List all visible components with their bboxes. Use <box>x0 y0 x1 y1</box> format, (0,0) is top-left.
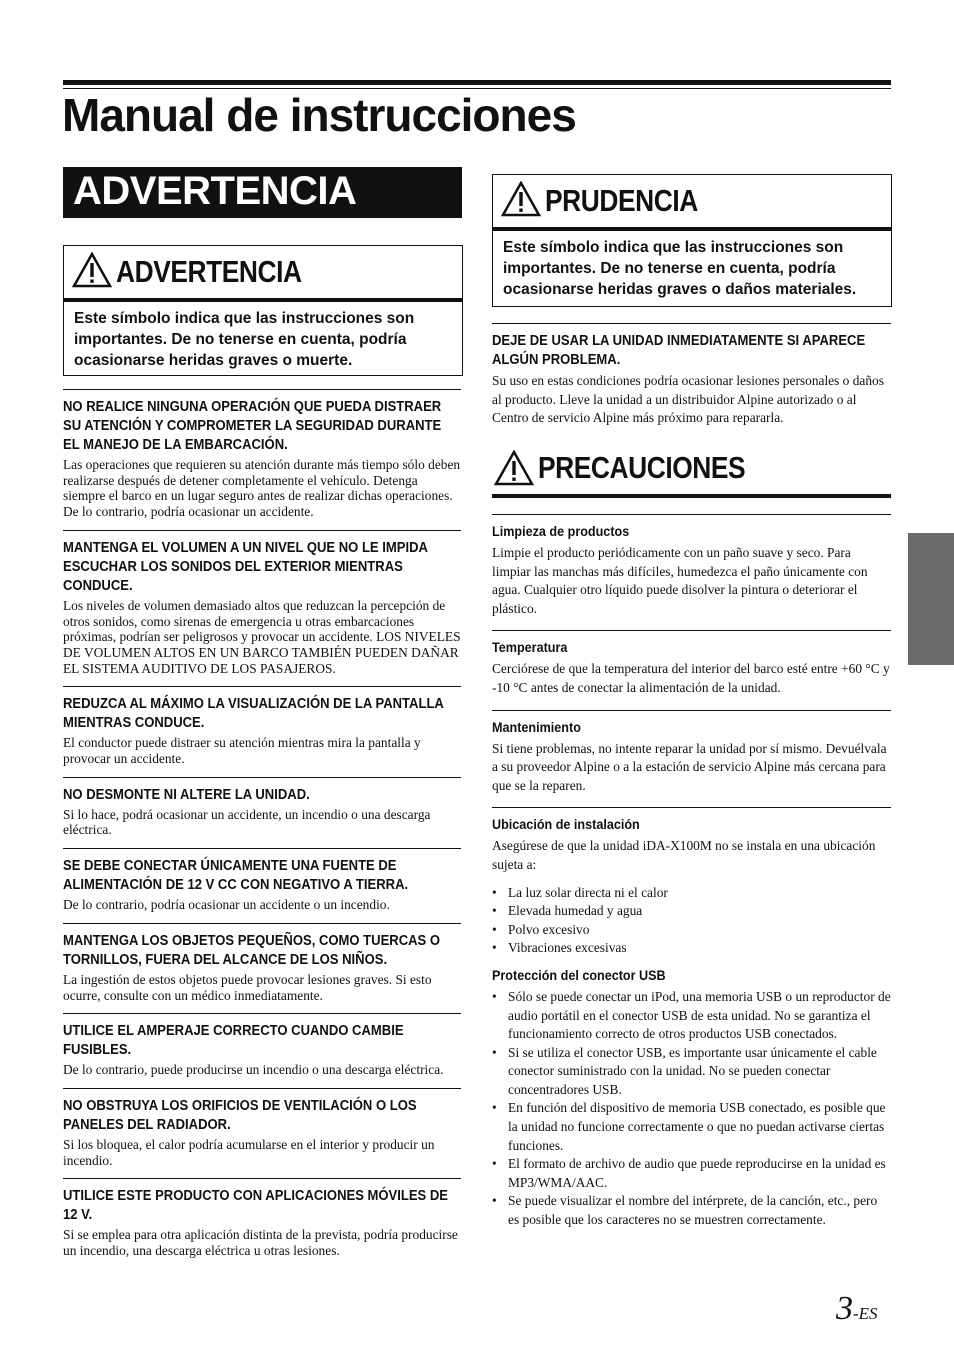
section-heading: MANTENGA LOS OBJETOS PEQUEÑOS, COMO TUERCAS O TORNILLOS, FUERA DEL ALCANCE DE LOS NIÑOS. <box>63 932 441 968</box>
section-heading: REDUZCA AL MÁXIMO LA VISUALIZACIÓN DE LA PANTALLA MIENTRAS CONDUCE. <box>63 696 444 732</box>
list-item: • Elevada humedad y agua <box>492 902 891 921</box>
warning-box-header <box>64 246 462 302</box>
section-heading: SE DEBE CONECTAR ÚNICAMENTE UNA FUENTE DE ALIMENTACIÓN DE 12 V CC CON NEGATIVO A TIERRA. <box>63 858 409 894</box>
page-number-suffix: -ES <box>853 1304 878 1323</box>
section-heading: MANTENGA EL VOLUMEN A UN NIVEL QUE NO LE IMPIDA ESCUCHAR LOS SONIDOS DEL EXTERIOR MIENTRAS CONDUCE. <box>63 539 428 594</box>
precaution-heading: Ubicación de instalación <box>492 816 640 833</box>
section-text: De lo contrario, podría ocasionar un accidente o un incendio. <box>63 897 390 913</box>
list-item: • Vibraciones excesivas <box>492 939 891 958</box>
stop-section-block <box>492 323 891 428</box>
section-side-tab <box>908 533 954 665</box>
section-volume <box>63 530 461 677</box>
precaution-text: Cerciórese de que la temperatura del interior del barco esté entre +60 °C y -10 °C antes de conectar la alimentación de la unidad. <box>492 661 890 695</box>
list-item: • Si se utiliza el conector USB, es importante usar únicamente el cable conector suministrado con la unidad. No se pueden conectar concentradores USB. <box>492 1044 891 1100</box>
precaution-temperature <box>492 630 891 697</box>
list-item: • El formato de archivo de audio que puede reproducirse en la unidad es MP3/WMA/AAC. <box>492 1155 891 1192</box>
warning-box-text: Este símbolo indica que las instrucciones son importantes. De no tenerse en cuenta, podría ocasionarse heridas graves o muerte. <box>74 310 415 369</box>
section-disassemble <box>63 777 461 838</box>
section-12v <box>63 1178 461 1258</box>
section-text: De lo contrario, puede producirse un incendio o una descarga eléctrica. <box>63 1062 444 1078</box>
page-title: Manual de instrucciones <box>62 89 576 141</box>
precaution-text: Asegúrese de que la unidad iDA-X100M no se instala en una ubicación sujeta a: <box>492 838 876 872</box>
precautions-header <box>492 448 891 498</box>
precaution-usb <box>492 966 891 1230</box>
precautions-column <box>492 514 891 1242</box>
section-small-objects <box>63 923 461 1003</box>
section-heading: DEJE DE USAR LA UNIDAD INMEDIATAMENTE SI APARECE ALGÚN PROBLEMA. <box>492 333 866 368</box>
warning-triangle-icon <box>501 181 541 217</box>
precaution-heading: Protección del conector USB <box>492 966 666 983</box>
list-item: • Polvo excesivo <box>492 921 891 940</box>
warning-box <box>63 245 463 376</box>
section-text: La ingestión de estos objetos puede provocar lesiones graves. Si esto ocurre, consulte con un médico inmediatamente. <box>63 971 432 1003</box>
banner-label: ADVERTENCIA <box>73 169 357 213</box>
left-column <box>63 389 461 1269</box>
advertencia-banner <box>63 167 462 218</box>
section-text: Si se emplea para otra aplicación distinta de la prevista, podría producirse un incendio, una descarga eléctrica u otras lesiones. <box>63 1227 458 1259</box>
precaution-heading: Limpieza de productos <box>492 523 630 539</box>
page-number <box>836 1290 878 1328</box>
section-text: Su uso en estas condiciones podría ocasionar lesiones personales o daños al producto. Lleve la unidad a un distribuidor Alpine autorizado o al Centro de servicio Alpine más próximo para repararla. <box>492 373 884 426</box>
section-heading: NO REALICE NINGUNA OPERACIÓN QUE PUEDA DISTRAER SU ATENCIÓN Y COMPROMETER LA SEGURIDAD DURANTE EL MANEJO DE LA EMBARCACIÓN. <box>63 399 442 453</box>
precaution-cleaning <box>492 514 891 618</box>
warning-triangle-icon <box>72 252 112 288</box>
list-item: • En función del dispositivo de memoria USB conectado, es posible que la unidad no funcione correctamente o que no puedan activarse ciertas funciones. <box>492 1099 891 1155</box>
list-item: • Se puede visualizar el nombre del intérprete, de la canción, etc., pero es posible que los caracteres no se muestren correctamente. <box>492 1192 891 1229</box>
section-text: Si lo hace, podrá ocasionar un accidente, un incendio o una descarga eléctrica. <box>63 806 431 838</box>
precaution-location <box>492 807 891 958</box>
section-power-source <box>63 848 461 913</box>
stop-section <box>492 323 891 438</box>
warning-triangle-icon <box>494 450 534 486</box>
precaution-text: Limpie el producto periódicamente con un paño suave y seco. Para limpiar las manchas más difíciles, humedezca el paño únicamente con agua. Cualquier otro líquido puede disolver la pintura o deteriorar el plástico. <box>492 545 868 616</box>
section-heading: NO DESMONTE NI ALTERE LA UNIDAD. <box>63 786 310 803</box>
top-rule <box>63 80 891 85</box>
section-heading: NO OBSTRUYA LOS ORIFICIOS DE VENTILACIÓN O LOS PANELES DEL RADIADOR. <box>63 1097 417 1133</box>
precautions-heading: PRECAUCIONES <box>538 450 746 485</box>
usb-list <box>492 988 891 1230</box>
precaution-heading: Mantenimiento <box>492 718 581 735</box>
list-item: • La luz solar directa ni el calor <box>492 884 891 903</box>
section-text: Los niveles de volumen demasiado altos que reduzcan la percepción de otros sonidos, como sirenas de emergencia u otras embarcaciones próximas, podrían ser peligrosos y provocar un accidente. LOS NIVELES DE VOLUMEN ALTOS EN UN BARCO TAMBIÉN PUEDEN DAÑAR EL SISTEMA AUDITIVO DE LOS PASAJEROS. <box>63 597 461 676</box>
section-text: El conductor puede distraer su atención mientras mira la pantalla y provocar un accidente. <box>63 735 421 767</box>
location-list <box>492 884 891 958</box>
list-item: • Sólo se puede conectar un iPod, una memoria USB o un reproductor de audio portátil en el conector USB de esta unidad. No se garantiza el funcionamiento correcto de otros productos USB conectados. <box>492 988 891 1044</box>
precaution-maintenance <box>492 710 891 796</box>
caution-box-heading: PRUDENCIA <box>545 183 698 218</box>
section-heading: UTILICE ESTE PRODUCTO CON APLICACIONES MÓVILES DE 12 V. <box>63 1188 449 1224</box>
warning-box-heading: ADVERTENCIA <box>116 254 302 289</box>
section-text: Las operaciones que requieren su atención durante más tiempo sólo deben realizarse después de detener completamente el vehículo. Detenga siempre el barco en un lugar seguro antes de realizar dichas operaciones. De lo contrario, podría ocasionar un accidente. <box>63 457 461 520</box>
section-ventilation <box>63 1088 461 1168</box>
section-text: Si los bloquea, el calor podría acumularse en el interior y producir un incendio. <box>63 1136 435 1168</box>
caution-box-text: Este símbolo indica que las instrucciones son importantes. De no tenerse en cuenta, podría ocasionarse heridas graves o daños materiales. <box>503 239 857 298</box>
section-screen <box>63 686 461 766</box>
section-distraction <box>63 389 461 520</box>
caution-box <box>492 174 892 307</box>
page-number-value: 3 <box>836 1290 853 1327</box>
caution-box-header <box>493 175 891 231</box>
precaution-text: Si tiene problemas, no intente reparar la unidad por sí mismo. Devuélvala a su proveedor Alpine o a la estación de servicio Alpine más cercana para que se la reparen. <box>492 740 887 793</box>
section-fuses <box>63 1013 461 1078</box>
precaution-heading: Temperatura <box>492 639 568 656</box>
section-heading: UTILICE EL AMPERAJE CORRECTO CUANDO CAMBIE FUSIBLES. <box>63 1023 404 1059</box>
